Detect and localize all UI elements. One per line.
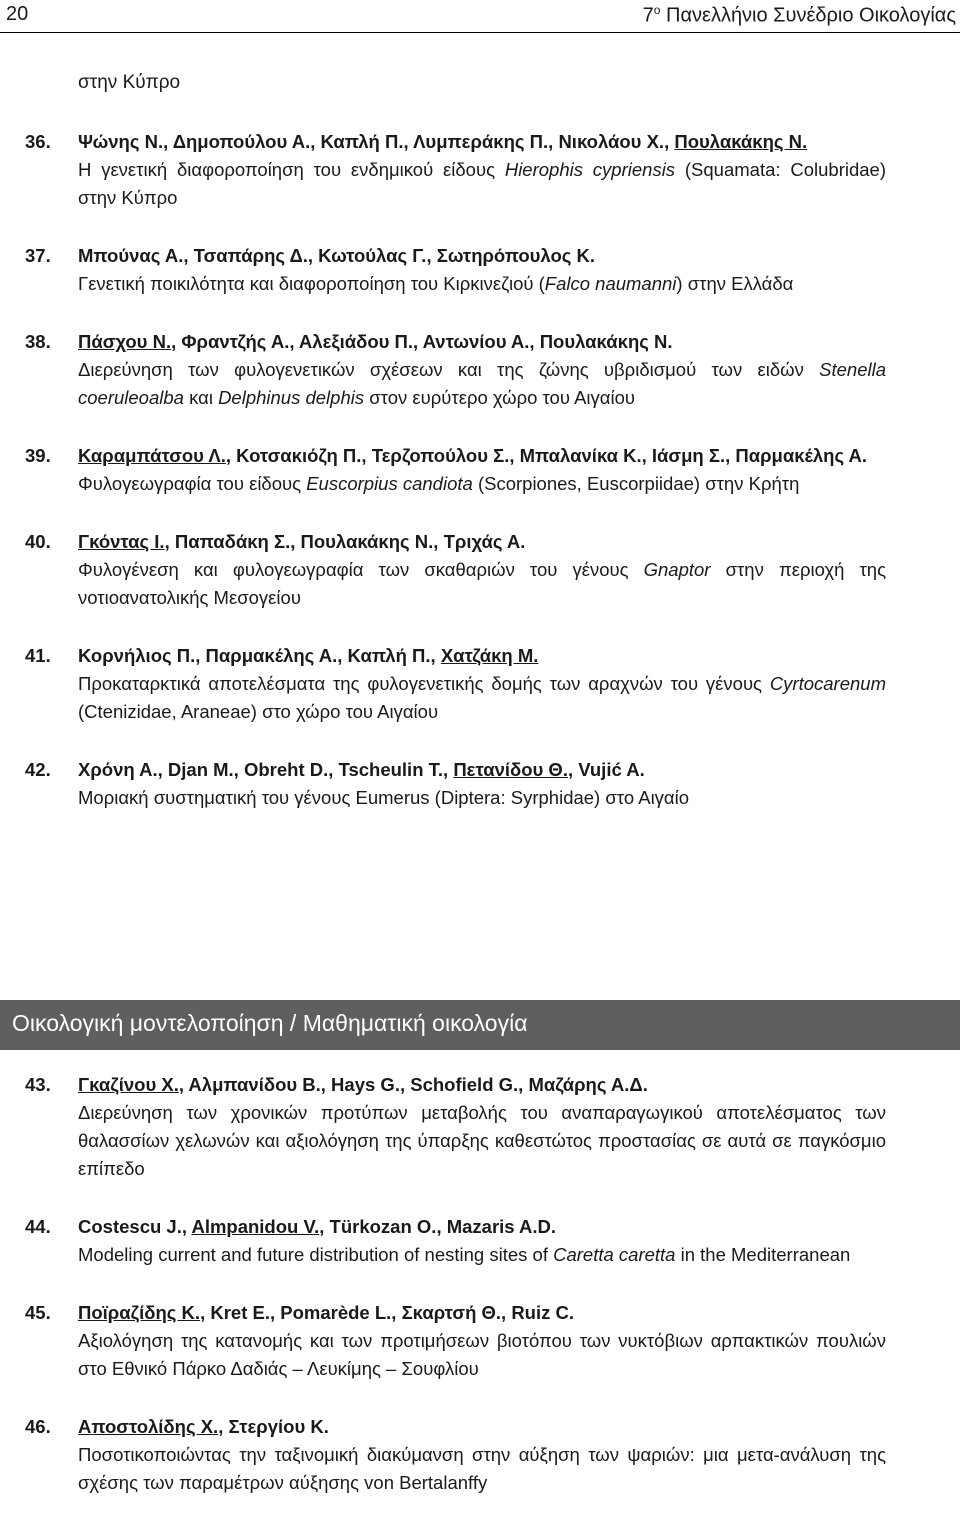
entry-number: 45. [25,1302,51,1323]
list-item [0,128,960,212]
conference-superscript: ο [653,3,661,17]
entry-title [78,270,886,298]
authors-run: Ψώνης Ν., Δημοπούλου Α., Καπλή Π., Λυμπεράκης Π., Νικολάου Χ., [78,131,675,152]
authors-run: , Παπαδάκη Σ., Πουλακάκης Ν., Τριχάς Α. [164,531,526,552]
page-header [0,0,960,33]
entry-title [78,156,886,212]
entry-authors [78,128,886,156]
entry-number: 43. [25,1074,51,1095]
title-run: Διερεύνηση των φυλογενετικών σχέσεων και της ζώνης υβριδισμού των ειδών [78,359,820,380]
entry-title [78,470,886,498]
entry-title [78,1241,886,1269]
entry-authors [78,1213,886,1241]
entry-number: 40. [25,531,51,552]
title-run: Hierophis cypriensis [504,159,676,180]
list-item [0,1413,960,1497]
title-run: και [183,387,219,408]
entry-number: 44. [25,1216,51,1237]
title-run: Φυλογένεση και φυλογεωγραφία των σκαθαριών του γένους [78,559,644,580]
list-item [0,756,960,812]
authors-run: , Αλμπανίδου Β., Hays G., Schofield G., Μαζάρης Α.Δ. [178,1074,648,1095]
title-run: (Squamata: Colubridae) στην Κύπρο [78,159,886,208]
entry-authors [78,1071,886,1099]
title-run: Modeling current and future distribution of nesting sites of [78,1244,554,1265]
authors-run: , Κοτσακιόζη Π., Τερζοπούλου Σ., Μπαλανίκα Κ., Ιάσμη Σ., Παρμακέλης Α. [225,445,868,466]
list-item [0,1071,960,1183]
entries-list-b [0,1071,960,1527]
title-run: in the Mediterranean [675,1244,851,1265]
entry-number: 38. [25,331,51,352]
continuation-text: στην Κύπρο [78,72,181,93]
title-run: Stenella coeruleoalba [78,359,886,408]
authors-run: Χρόνη Α., Djan M., Obreht D., Tscheulin T., [78,759,454,780]
authors-run: Μπούνας Α., Τσαπάρης Δ., Κωτούλας Γ., Σωτηρόπουλος Κ. [78,245,596,266]
entry-number: 41. [25,645,51,666]
entry-authors [78,1299,886,1327]
title-run: (Ctenizidae, Araneae) στο χώρο του Αιγαίου [78,701,439,722]
page-number: 20 [6,3,29,25]
title-run: ) στην Ελλάδα [676,273,794,294]
conference-title [643,3,956,28]
entry-authors [78,642,886,670]
title-run: στην περιοχή της νοτιοανατολικής Μεσογείου [78,559,886,608]
section-heading [0,1000,960,1050]
entry-title [78,556,886,612]
entry-number: 42. [25,759,51,780]
title-run: Euscorpius candiota [306,473,473,494]
list-item [0,242,960,298]
title-run: Caretta caretta [553,1244,676,1265]
authors-run: , Vujić A. [567,759,645,780]
title-run: Διερεύνηση των χρονικών προτύπων μεταβολής του αναπαραγωγικού αποτελέσματος των θαλασσίων χελωνών και αξιολόγηση της ύπαρξης καθεστώτος προστασίας σε αυτά σε παγκόσμιο επίπεδο [78,1102,886,1179]
authors-run: Κορνήλιος Π., Παρμακέλης Α., Καπλή Π., [78,645,441,666]
conference-ordinal: 7 [642,4,654,27]
title-run: (Scorpiones, Euscorpiidae) στην Κρήτη [472,473,800,494]
entry-number: 46. [25,1416,51,1437]
title-run: Προκαταρκτικά αποτελέσματα της φυλογενετικής δομής των αραχνών του γένους [78,673,770,694]
entry-title [78,1441,886,1497]
authors-run: Πάσχου Ν. [78,331,172,352]
entry-authors [78,756,886,784]
entry-authors [78,528,886,556]
list-item [0,328,960,412]
list-item [0,442,960,498]
entry-number: 39. [25,445,51,466]
authors-run: Γκαζίνου Χ. [78,1074,179,1095]
section-title: Οικολογική μοντελοποίηση / Μαθηματική οικολογία [12,1010,528,1036]
title-run: στον ευρύτερο χώρο του Αιγαίου [364,387,635,408]
list-item [0,528,960,612]
entry-title [78,1327,886,1383]
authors-run: Ποϊραζίδης Κ. [78,1302,201,1323]
authors-run: , Türkozan O., Mazaris A.D. [319,1216,557,1237]
entry-authors [78,442,886,470]
entry-title [78,784,886,812]
authors-run: , Φραντζής Α., Αλεξιάδου Π., Αντωνίου Α., Πουλακάκης Ν. [171,331,673,352]
authors-run: Καραμπάτσου Λ. [78,445,226,466]
authors-run: Πετανίδου Θ. [453,759,568,780]
title-run: Cyrtocarenum [769,673,886,694]
title-run: Αξιολόγηση της κατανομής και των προτιμήσεων βιοτόπου των νυκτόβιων αρπακτικών πουλιών στο Εθνικό Πάρκο Δαδιάς – Λευκίμης – Σουφλίου [78,1330,886,1379]
entry-authors [78,242,886,270]
title-run: Falco naumanni [544,273,677,294]
entry-title [78,670,886,726]
list-item [0,1299,960,1383]
authors-run: Γκόντας Ι. [78,531,165,552]
authors-run: Αποστολίδης Χ. [78,1416,219,1437]
authors-run: Almpanidou V. [191,1216,320,1237]
authors-run: Χατζάκη Μ. [440,645,539,666]
entry-authors [78,328,886,356]
entry-number: 37. [25,245,51,266]
conference-name: Πανελλήνιο Συνέδριο Οικολογίας [666,4,956,27]
authors-run: , Kret E., Pomarède L., Σκαρτσή Θ., Ruiz C. [200,1302,575,1323]
title-run: Φυλογεωγραφία του είδους [78,473,307,494]
title-run: Μοριακή συστηματική του γένους Eumerus (Diptera: Syrphidae) στο Αιγαίο [78,787,690,808]
title-run: Γενετική ποικιλότητα και διαφοροποίηση του Κιρκινεζιού ( [78,273,545,294]
authors-run: , Στεργίου Κ. [218,1416,329,1437]
list-item [0,1213,960,1269]
title-run: Η γενετική διαφοροποίηση του ενδημικού είδους [78,159,505,180]
entries-list-a [0,128,960,842]
title-run: Ποσοτικοποιώντας την ταξινομική διακύμανση στην αύξηση των ψαριών: μια μετα-ανάλυση της σχέσης των παραμέτρων αύξησης von Bertalanffy [78,1444,886,1493]
title-run: Delphinus delphis [218,387,365,408]
title-run: Gnaptor [643,559,711,580]
entry-title [78,356,886,412]
authors-run: Πουλακάκης Ν. [674,131,808,152]
entry-authors [78,1413,886,1441]
entry-title [78,1099,886,1183]
list-item [0,642,960,726]
authors-run: Costescu J., [78,1216,192,1237]
entry-number: 36. [25,131,51,152]
